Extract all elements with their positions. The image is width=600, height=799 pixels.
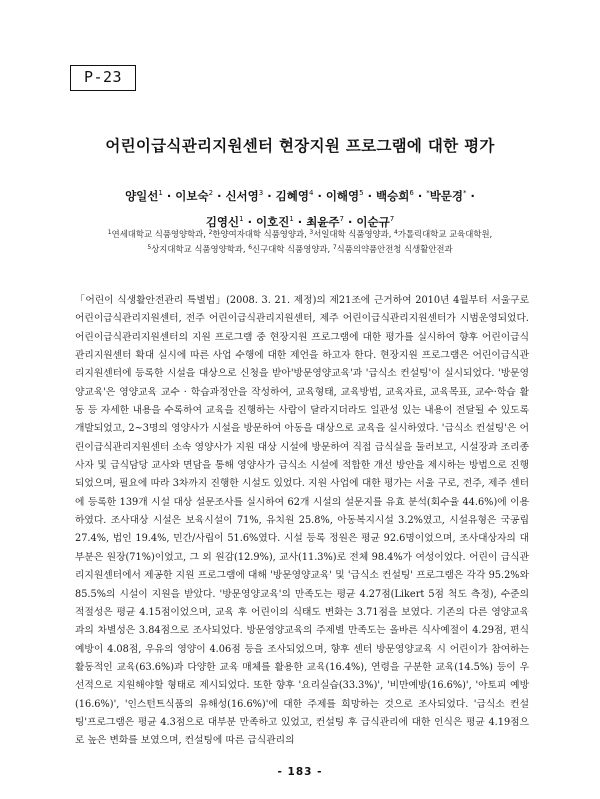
abstract-body bbox=[75, 292, 529, 751]
affiliation: $^3$서일대학 식품영양과, bbox=[309, 229, 395, 239]
affiliation: $^5$상지대학교 식품영양학과, bbox=[147, 244, 249, 254]
author: 김영신$^1$ bbox=[205, 215, 244, 229]
author: 이해영$^5$ bbox=[325, 189, 364, 203]
affiliation-line bbox=[40, 226, 560, 241]
author-line: 김영신$^1$ · 이호진$^1$ · 최윤주$^7$ · 이순규$^7$ bbox=[205, 215, 395, 229]
corresponding-author: *박문경* bbox=[426, 189, 467, 203]
author: 신서영$^3$ bbox=[225, 189, 264, 203]
affiliation: $^7$식품의약품안전청 식생활안전과 bbox=[332, 244, 453, 254]
affiliation-line bbox=[40, 241, 560, 256]
abstract-paragraph: 「어린이 식생활안전관리 특별법」(2008. 3. 21. 제정)의 제21조에 근거하여 2010년 4월부터 서울구로 어린이급식관리지원센터, 전주 어린이급식관리지원센터, 제주 어린이급식관리지원센터가 시범운영되었다. 어린이급식관리지원센터의 지원 프로그램 중 현장지원 프로그램에 대한 평가를 실시하여 향후 어린이급식관리지원센터 확대 실시에 따른 사업 수행에 대한 제언을 하고자 한다. 현장지원 프로그램은 어린이급식관리지원센터에 등록한 시설을 대상으로 신청을 받아'방문영양교육'과 '급식소 컨설팅'이 실시되었다. '방문영양교육'은 영양교육 교수 · 학습과정안을 작성하여, 교육형태, 교육방법, 교육자료, 교육목표, 교수·학습 활동 등 자세한 내용을 수록하여 교육을 진행하는 사람이 달라지더라도 일관성 있는 내용이 전달될 수 있도록 개발되었고, 2~3명의 영양사가 시설을 방문하여 아동을 대상으로 교육을 실시하였다. '급식소 컨설팅'은 어린이급식관리지원센터 소속 영양사가 지원 대상 시설에 방문하여 직접 급식실을 둘러보고, 시설장과 조리종사자 및 급식담당 교사와 면담을 통해 영양사가 급식소 시설에 적합한 개선 방안을 제시하는 방법으로 진행되었으며, 필요에 따라 3차까지 진행한 시설도 있었다. 지원 사업에 대한 평가는 서울 구로, 전주, 제주 센터에 등록한 139개 시설 대상 설문조사를 실시하여 62개 시설의 설문지를 유효 분석(회수율 44.6%)에 이용하였다. 조사대상 시설은 보육시설이 71%, 유치원 25.8%, 아동복지시설 3.2%였고, 시설유형은 국공립 27.4%, 법인 19.4%, 민간/사립이 51.6%였다. 시설 등록 정원은 평균 92.6명이었으며, 조사대상자의 대부분은 원장(71%)이었고, 그 외 원감(12.9%), 교사(11.3%)로 전체 98.4%가 여성이었다. 어린이 급식관리지원센터에서 제공한 지원 프로그램에 대해 '방문영양교육' 및 '급식소 컨설팅' 프로그램은 각각 95.2%와 85.5%의 시설이 지원을 받았다. '방문영양교육'의 만족도는 평균 4.27점(Likert 5점 척도 측정), 수준의 적절성은 평균 4.15점이었으며, 교육 후 어린이의 식태도 변화는 3.71점을 보였다. 기존의 다른 영양교육과의 차별성은 3.84점으로 조사되었다. 방문영양교육의 주제별 만족도는 올바른 식사예절이 4.29점, 편식예방이 4.08점, 우유의 영양이 4.06점 등을 조사되었으며, 향후 센터 방문영양교육 시 어린이가 참여하는 활동적인 교육(63.6%)과 다양한 교육 매체를 활용한 교육(16.4%), 연령을 구분한 교육(14.5%) 등이 우선적으로 지원해야할 형태로 제시되었다. 또한 향후 '요리실습(33.3%)', '비만예방(16.6%)', '아토피 예방(16.6%)', '인스턴트식품의 유해성(16.6%)'에 대한 주제를 희망하는 것으로 조사되었다. '급식소 컨설팅'프로그램은 평균 4.3점으로 대부분 만족하고 있었고, 컨설팅 후 급식관리에 대한 인식은 평균 4.19점으로 높은 변화를 보였으며, 컨설팅에 따른 급식관리의 bbox=[75, 295, 529, 747]
author-line: 양일선$^1$ · 이보숙$^2$ · 신서영$^3$ · 김혜영$^4$ · 이해영$^5$ · 백승희$^6$ · *박문경* · bbox=[125, 189, 475, 203]
paper-title: 어린이급식관리지원센터 현장지원 프로그램에 대한 평가 bbox=[105, 137, 495, 155]
author: 이호진$^1$ bbox=[256, 215, 294, 229]
author: 최윤주$^7$ bbox=[306, 215, 344, 229]
affiliation: $^1$연세대학교 식품영양학과, bbox=[107, 229, 209, 239]
author: 양일선$^1$ bbox=[125, 189, 163, 203]
affiliation: $^4$가톨릭대학교 교육대학원, bbox=[394, 229, 493, 239]
affiliation: $^6$신구대학 식품영양과, bbox=[248, 244, 333, 254]
author: 김혜영$^4$ bbox=[275, 189, 314, 203]
author: 이순규$^7$ bbox=[356, 215, 395, 229]
author: 백승희$^6$ bbox=[376, 189, 414, 203]
page-number: - 183 - bbox=[277, 766, 323, 778]
author: 이보숙$^2$ bbox=[175, 189, 214, 203]
affiliation-list bbox=[40, 226, 560, 256]
affiliation: $^2$한양여자대학 식품영양과, bbox=[208, 229, 310, 239]
session-code-box: P-23 bbox=[70, 65, 136, 91]
